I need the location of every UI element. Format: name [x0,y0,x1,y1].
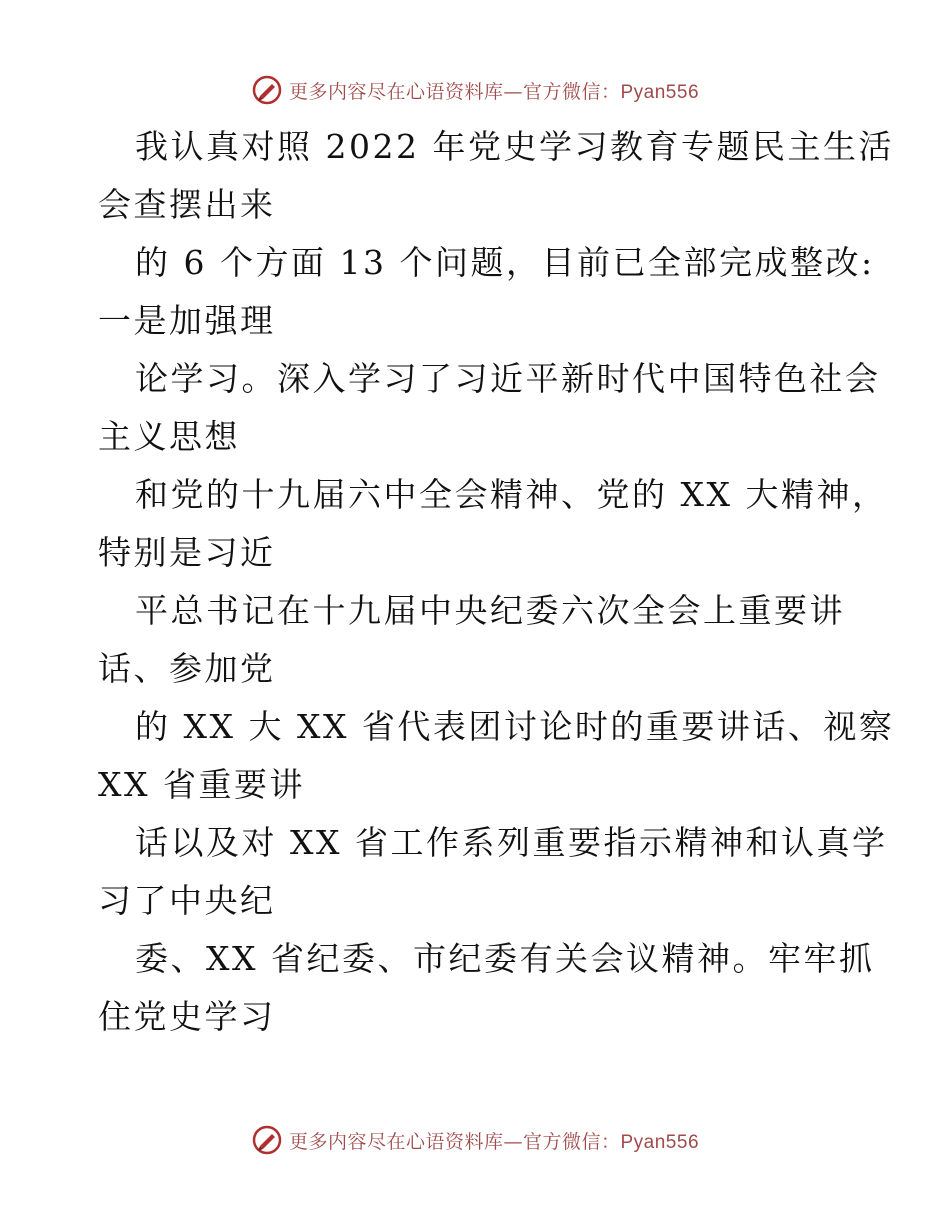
watermark-text: 更多内容尽在心语资料库—官方微信：Pyan556 [288,80,700,103]
watermark-account: Pyan556 [620,1131,700,1153]
watermark-account: Pyan556 [620,81,700,103]
text-line: 和党的十九届六中全会精神、党的 XX 大精神， [135,475,888,514]
text-line: 的 6 个方面 13 个问题，目前已全部完成整改: [135,243,875,282]
pen-logo-icon [251,74,283,106]
text-line: 话以及对 XX 省工作系列重要指示精神和认真学 [135,823,888,862]
pen-logo-icon [251,1124,283,1156]
text-line: 会查摆出来 [98,185,276,224]
text-line: 特别是习近 [98,533,276,572]
text-line: 习了中央纪 [98,881,276,920]
text-line: 的 XX 大 XX 省代表团讨论时的重要讲话、视察 [135,707,895,746]
text-line: 平总书记在十九届中央纪委六次全会上重要讲 [135,591,845,630]
text-line: 话、参加党 [98,649,276,688]
text-line: 我认真对照 2022 年党史学习教育专题民主生活 [135,127,894,166]
text-line: 一是加强理 [98,301,276,340]
header-watermark [0,72,950,108]
text-line: 主义思想 [98,417,240,456]
watermark-text: 更多内容尽在心语资料库—官方微信：Pyan556 [288,1130,700,1153]
text-line: 论学习。深入学习了习近平新时代中国特色社会 [135,359,881,398]
text-line: XX 省重要讲 [98,765,305,804]
footer-watermark [0,1122,950,1158]
text-line: 委、XX 省纪委、市纪委有关会议精神。牢牢抓 [135,939,875,978]
text-line: 住党史学习 [98,997,276,1036]
